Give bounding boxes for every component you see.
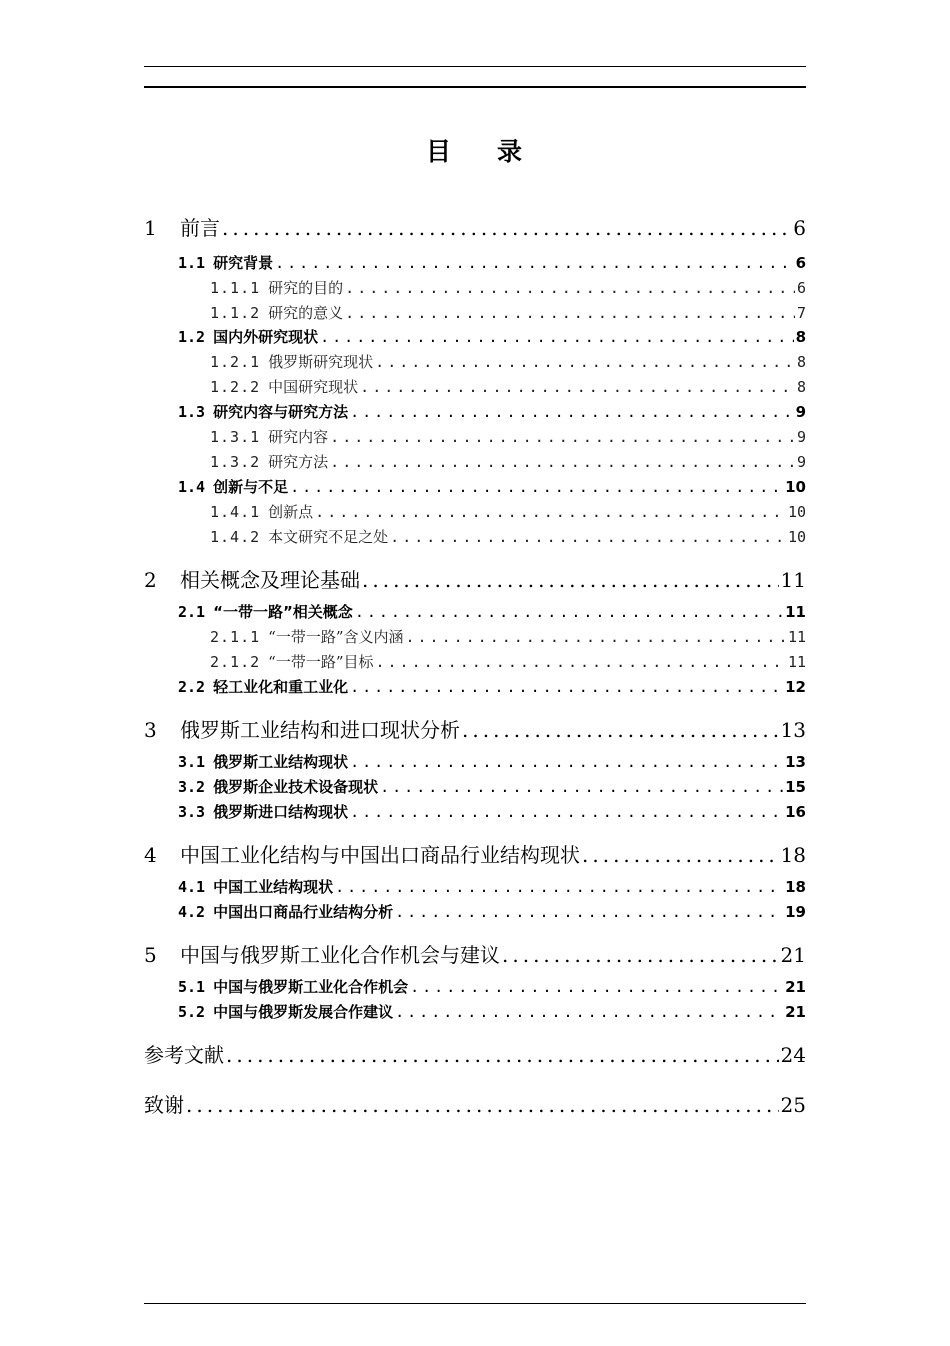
toc-entry-page: 11	[785, 603, 806, 621]
toc-entry-number: 1.3.1	[210, 428, 261, 446]
toc-entry-leader	[406, 628, 786, 646]
toc-entry-level-1[interactable]	[144, 1089, 806, 1118]
toc-entry-number: 1.3	[178, 403, 206, 421]
toc-entry-level-1[interactable]	[144, 212, 806, 241]
toc-entry-title: 前言	[180, 216, 220, 240]
toc-entry-page: 11	[780, 568, 806, 592]
toc-entry-number: 5.2	[178, 1003, 206, 1021]
title-char: 录	[497, 137, 525, 166]
toc-entry-number: 2.2	[178, 678, 206, 696]
toc-entry-title: 参考文献	[144, 1043, 224, 1067]
toc-entry-leader	[275, 254, 793, 272]
toc-entry-leader	[375, 353, 795, 371]
toc-entry-page: 24	[780, 1043, 806, 1067]
toc-entry-title: 研究内容与研究方法	[213, 403, 349, 421]
toc-entry-title: 俄罗斯研究现状	[268, 353, 374, 371]
toc-entry-page: 15	[785, 778, 806, 796]
toc-entry-leader	[380, 778, 783, 796]
toc-entry-title: 中国工业结构现状	[213, 878, 334, 896]
toc-entry-page: 16	[785, 803, 806, 821]
toc-entry-page: 21	[785, 978, 806, 996]
toc-entry-page: 10	[787, 528, 806, 546]
toc-entry-title: 中国工业化结构与中国出口商品行业结构现状	[180, 843, 580, 867]
toc-entry-title: “一带一路”含义内涵	[268, 628, 404, 646]
page-title	[0, 132, 950, 168]
toc-entry-leader	[345, 279, 795, 297]
toc-entry-leader	[186, 1093, 779, 1117]
toc-entry-page: 13	[780, 718, 806, 742]
toc-entry-number: 3.2	[178, 778, 206, 796]
toc-entry-level-2[interactable]	[178, 476, 806, 497]
toc-entry-number: 1.4.1	[210, 503, 261, 521]
toc-entry-title: 研究的意义	[268, 304, 344, 322]
toc-entry-leader	[350, 753, 783, 771]
toc-entry-leader	[345, 304, 795, 322]
toc-entry-page: 6	[795, 254, 806, 272]
toc-entry-level-2[interactable]	[178, 751, 806, 772]
toc-entry-number: 1.3.2	[210, 453, 261, 471]
toc-entry-title: 研究的目的	[268, 279, 344, 297]
toc-entry-number: 3.1	[178, 753, 206, 771]
toc-entry-page: 9	[796, 428, 806, 446]
toc-entry-leader	[462, 718, 779, 742]
toc-entry-level-2[interactable]	[178, 401, 806, 422]
toc-entry-title: 创新与不足	[213, 478, 289, 496]
toc-entry-title: 研究方法	[268, 453, 329, 471]
toc-entry-page: 21	[780, 943, 806, 967]
toc-entry-leader	[330, 428, 795, 446]
toc-entry-level-2[interactable]	[178, 901, 806, 922]
toc-entry-title: 俄罗斯进口结构现状	[213, 803, 349, 821]
toc-entry-page: 21	[785, 1003, 806, 1021]
toc-entry-leader	[362, 568, 779, 592]
toc-entry-level-3[interactable]	[210, 426, 806, 447]
toc-entry-page: 12	[785, 678, 806, 696]
toc-entry-title: 研究背景	[213, 254, 274, 272]
toc-entry-page: 19	[785, 903, 806, 921]
toc-entry-level-1[interactable]	[144, 1039, 806, 1068]
toc-entry-level-2[interactable]	[178, 776, 806, 797]
toc-entry-title: 研究内容	[268, 428, 329, 446]
toc-entry-level-3[interactable]	[210, 526, 806, 547]
toc-entry-page: 18	[780, 843, 806, 867]
toc-entry-number: 4.2	[178, 903, 206, 921]
toc-entry-leader	[330, 453, 795, 471]
toc-entry-title: 致谢	[144, 1093, 184, 1117]
toc-entry-page: 8	[795, 328, 806, 346]
toc-entry-level-2[interactable]	[178, 976, 806, 997]
toc-entry-number: 1.1	[178, 254, 206, 272]
toc-entry-page: 7	[796, 304, 806, 322]
toc-entry-leader	[315, 503, 786, 521]
toc-entry-page: 18	[785, 878, 806, 896]
toc-entry-leader	[350, 403, 793, 421]
toc-entry-page: 8	[796, 353, 806, 371]
toc-entry-page: 6	[793, 216, 806, 240]
toc-entry-page: 25	[780, 1093, 806, 1117]
toc-entry-number: 4.1	[178, 878, 206, 896]
toc-entry-title: 国内外研究现状	[213, 328, 319, 346]
toc-entry-level-2[interactable]	[178, 676, 806, 697]
toc-entry-title: 俄罗斯工业结构和进口现状分析	[180, 718, 460, 742]
toc-entry-number: 3	[144, 718, 157, 742]
toc-entry-page: 11	[787, 628, 806, 646]
toc-entry-title: “一带一路”目标	[268, 653, 374, 671]
toc-entry-level-2[interactable]	[178, 252, 806, 273]
toc-entry-leader	[320, 328, 793, 346]
toc-entry-level-1[interactable]	[144, 564, 806, 593]
toc-entry-level-2[interactable]	[178, 1001, 806, 1022]
toc-entry-leader	[350, 678, 783, 696]
toc-entry-level-3[interactable]	[210, 626, 806, 647]
toc-entry-leader	[582, 843, 779, 867]
toc-entry-number: 2	[144, 568, 157, 592]
toc-entry-title: 中国出口商品行业结构分析	[213, 903, 394, 921]
toc-entry-level-2[interactable]	[178, 876, 806, 897]
toc-entry-leader	[335, 878, 783, 896]
toc-entry-page: 13	[785, 753, 806, 771]
toc-entry-title: 中国与俄罗斯发展合作建议	[213, 1003, 394, 1021]
toc-entry-title: 本文研究不足之处	[268, 528, 389, 546]
toc-entry-level-3[interactable]	[210, 376, 806, 397]
footer-rule	[144, 1303, 806, 1304]
toc-entry-number: 2.1.1	[210, 628, 261, 646]
toc-entry-level-3[interactable]	[210, 651, 806, 672]
toc-entry-level-3[interactable]	[210, 277, 806, 298]
toc-entry-leader	[355, 603, 783, 621]
toc-entry-leader	[290, 478, 783, 496]
toc-entry-leader	[395, 903, 783, 921]
toc-entry-number: 1.2.1	[210, 353, 261, 371]
toc-entry-page: 11	[787, 653, 806, 671]
toc-entry-leader	[395, 1003, 783, 1021]
toc-entry-title: “一带一路”相关概念	[213, 603, 353, 621]
toc-entry-title: 俄罗斯企业技术设备现状	[213, 778, 379, 796]
toc-entry-level-3[interactable]	[210, 302, 806, 323]
toc-entry-leader	[222, 216, 791, 240]
toc-entry-number: 1.2.2	[210, 378, 261, 396]
toc-entry-number: 1.1.1	[210, 279, 261, 297]
toc-entry-title: 轻工业化和重工业化	[213, 678, 349, 696]
toc-entry-title: 俄罗斯工业结构现状	[213, 753, 349, 771]
toc-entry-number: 3.3	[178, 803, 206, 821]
toc-entry-number: 1.4	[178, 478, 206, 496]
toc-entry-level-1[interactable]	[144, 839, 806, 868]
toc-entry-level-3[interactable]	[210, 351, 806, 372]
toc-entry-leader	[376, 653, 786, 671]
toc-entry-page: 9	[795, 403, 806, 421]
toc-entry-title: 创新点	[268, 503, 314, 521]
toc-entry-leader	[226, 1043, 779, 1067]
toc-entry-leader	[410, 978, 783, 996]
toc-entry-number: 5	[144, 943, 157, 967]
toc-entry-title: 相关概念及理论基础	[180, 568, 360, 592]
toc-entry-level-1[interactable]	[144, 714, 806, 743]
toc-entry-leader	[502, 943, 779, 967]
title-char: 目	[425, 137, 453, 166]
toc-entry-page: 10	[785, 478, 806, 496]
toc-entry-page: 9	[796, 453, 806, 471]
toc-entry-level-2[interactable]	[178, 326, 806, 347]
toc-entry-leader	[390, 528, 786, 546]
header-rule-thin	[144, 66, 806, 67]
toc-entry-number: 1.2	[178, 328, 206, 346]
toc-entry-leader	[350, 803, 783, 821]
toc-entry-page: 6	[796, 279, 806, 297]
toc-entry-page: 8	[796, 378, 806, 396]
toc-entry-level-2[interactable]	[178, 601, 806, 622]
toc-entry-title: 中国与俄罗斯工业化合作机会	[213, 978, 409, 996]
toc-entry-number: 5.1	[178, 978, 206, 996]
toc-entry-leader	[360, 378, 795, 396]
toc-entry-level-3[interactable]	[210, 501, 806, 522]
toc-entry-number: 4	[144, 843, 157, 867]
toc-entry-title: 中国研究现状	[268, 378, 359, 396]
toc-entry-number: 2.1.2	[210, 653, 261, 671]
toc-entry-page: 10	[787, 503, 806, 521]
toc-entry-number: 2.1	[178, 603, 206, 621]
toc-entry-number: 1	[144, 216, 157, 240]
toc-entry-number: 1.1.2	[210, 304, 261, 322]
toc-entry-number: 1.4.2	[210, 528, 261, 546]
toc-entry-level-2[interactable]	[178, 801, 806, 822]
toc-entry-level-1[interactable]	[144, 939, 806, 968]
toc-entry-level-3[interactable]	[210, 451, 806, 472]
header-rule-thick	[144, 86, 806, 88]
toc-entry-title: 中国与俄罗斯工业化合作机会与建议	[180, 943, 500, 967]
